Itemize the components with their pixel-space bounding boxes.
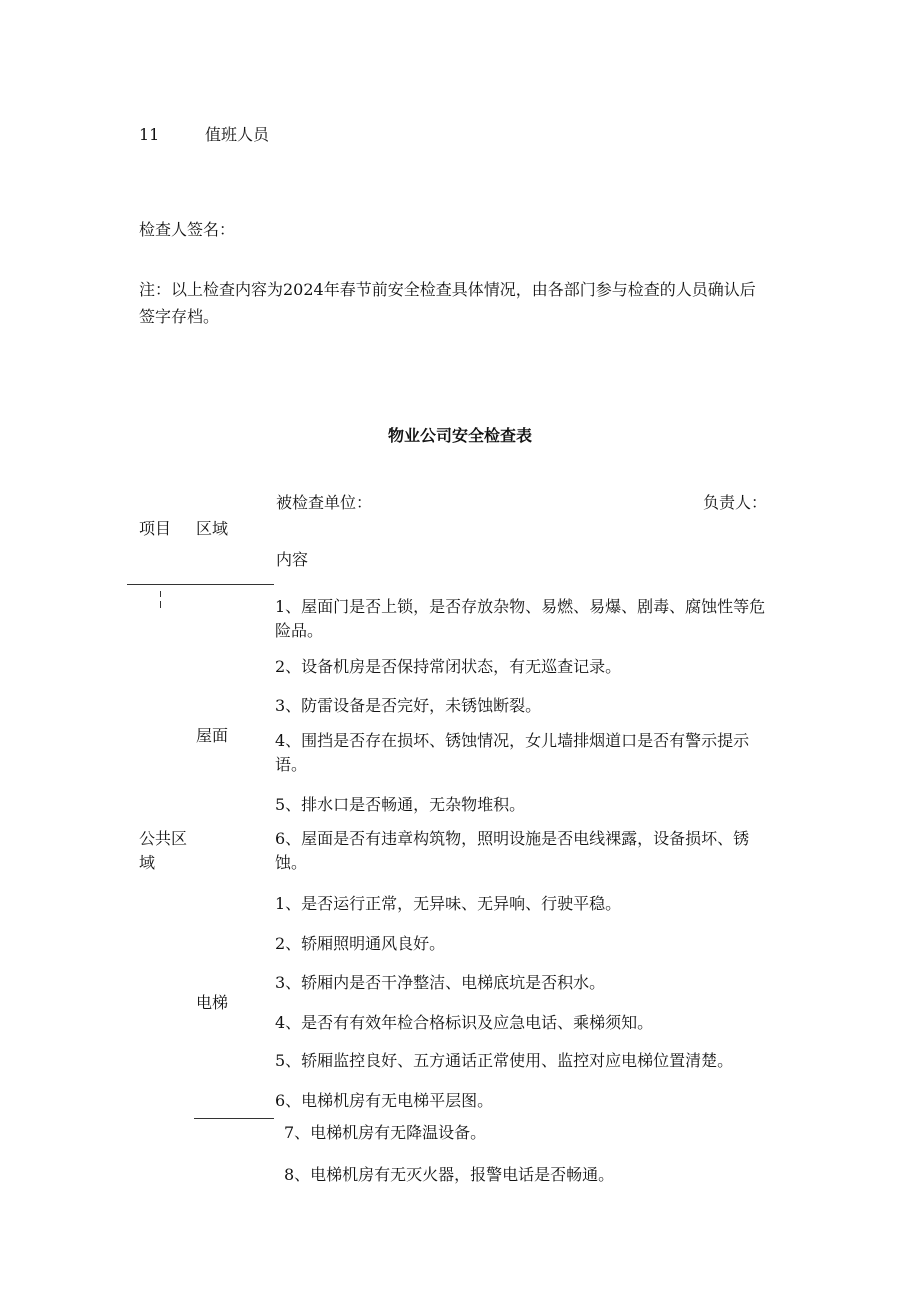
header-divider-line xyxy=(127,584,274,585)
roof-item: 3、防雷设备是否完好，未锈蚀断裂。 xyxy=(275,696,542,715)
elevator-divider-line xyxy=(194,1118,274,1119)
tick-mark xyxy=(160,601,161,608)
note-line-2: 签字存档。 xyxy=(139,307,220,326)
elevator-item: 8、电梯机房有无灭火器，报警电话是否畅通。 xyxy=(284,1165,615,1184)
roof-item: 6、屋面是否有违章构筑物，照明设施是否电线裸露，设备损坏、锈 xyxy=(275,829,750,848)
form-title: 物业公司安全检查表 xyxy=(387,426,532,445)
tick-mark xyxy=(160,591,161,597)
elevator-item: 3、轿厢内是否干净整洁、电梯底坑是否积水。 xyxy=(275,973,606,992)
row-label: 值班人员 xyxy=(205,125,270,144)
elevator-item: 1、是否运行正常，无异味、无异响、行驶平稳。 xyxy=(275,894,622,913)
elevator-item: 4、是否有有效年检合格标识及应急电话、乘梯须知。 xyxy=(275,1013,654,1032)
area-roof: 屋面 xyxy=(196,726,229,745)
elevator-item: 5、轿厢监控良好、五方通话正常使用、监控对应电梯位置清楚。 xyxy=(275,1051,734,1070)
roof-item: 2、设备机房是否保持常闭状态，有无巡查记录。 xyxy=(275,657,622,676)
note-line-1: 注：以上检查内容为2024年春节前安全检查具体情况，由各部门参与检查的人员确认后 xyxy=(139,280,756,299)
row-number: 11 xyxy=(139,125,160,144)
inspected-unit-label: 被检查单位： xyxy=(276,493,373,512)
item-label-line-2: 域 xyxy=(139,853,156,872)
column-header-item: 项目 xyxy=(139,519,172,538)
item-label-line-1: 公共区 xyxy=(139,829,188,848)
responsible-label: 负责人： xyxy=(703,493,768,512)
column-header-content: 内容 xyxy=(276,550,309,569)
elevator-item: 7、电梯机房有无降温设备。 xyxy=(284,1123,487,1142)
area-elevator: 电梯 xyxy=(196,993,229,1012)
roof-item: 5、排水口是否畅通，无杂物堆积。 xyxy=(275,795,526,814)
elevator-item: 6、电梯机房有无电梯平层图。 xyxy=(275,1091,494,1110)
signature-label: 检查人签名： xyxy=(139,220,236,239)
elevator-item: 2、轿厢照明通风良好。 xyxy=(275,934,446,953)
column-header-area: 区域 xyxy=(196,519,229,538)
roof-item: 1、屋面门是否上锁，是否存放杂物、易燃、易爆、剧毒、腐蚀性等危 xyxy=(275,597,766,616)
roof-item: 蚀。 xyxy=(275,853,308,872)
roof-item: 险品。 xyxy=(275,621,324,640)
roof-item: 4、围挡是否存在损坏、锈蚀情况，女儿墙排烟道口是否有警示提示 xyxy=(275,731,750,750)
roof-item: 语。 xyxy=(275,755,308,774)
